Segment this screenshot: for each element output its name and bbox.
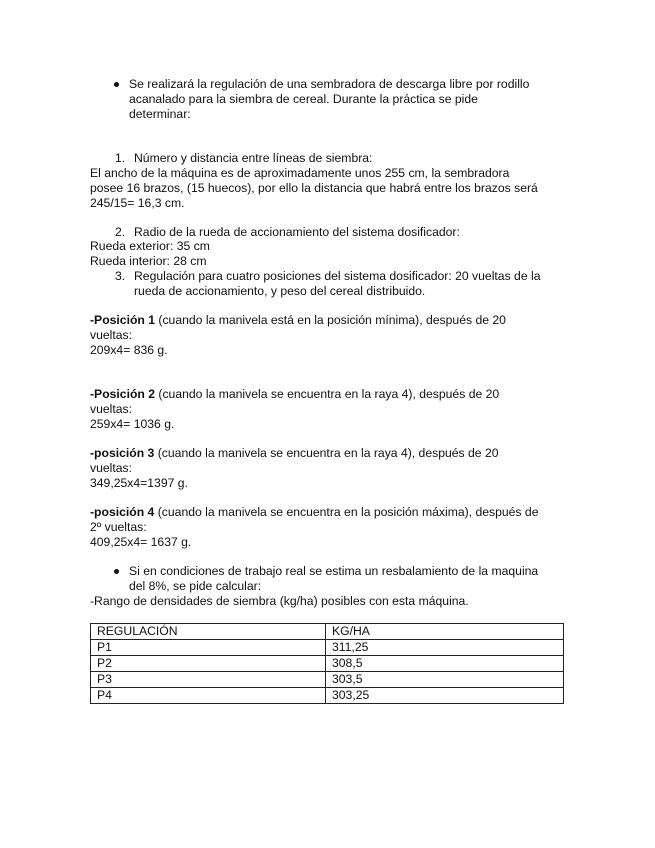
header-regulacion: REGULACIÓN — [91, 624, 326, 640]
table-cell: 308,5 — [326, 656, 564, 672]
table-header-row — [91, 624, 564, 640]
position-2-heading — [90, 387, 499, 402]
item-1-line-2: posee 16 brazos, (15 huecos), por ello la distancia que habrá entre los brazos será — [90, 181, 538, 195]
position-2-result: 259x4= 1036 g. — [90, 417, 175, 431]
position-1-label: -Posición 1 — [90, 313, 156, 327]
final-line-2: del 8%, se pide calcular: — [129, 579, 262, 593]
position-2-line-2: vueltas: — [90, 402, 133, 416]
position-2-label: -Posición 2 — [90, 387, 156, 401]
table-cell: 303,25 — [326, 688, 564, 704]
position-3-result: 349,25x4=1397 g. — [90, 476, 188, 490]
bullet-icon — [114, 569, 119, 574]
item-1-line-1: El ancho de la máquina es de aproximadamente unos 255 cm, la sembradora — [90, 166, 510, 180]
position-3-label: -posición 3 — [90, 446, 155, 460]
bullet-icon — [114, 82, 119, 87]
position-4-heading — [90, 505, 538, 520]
item-2-marker: 2. — [115, 225, 126, 239]
table-row — [91, 656, 564, 672]
position-4-result: 409,25x4= 1637 g. — [90, 535, 192, 549]
table-cell: P1 — [91, 640, 326, 656]
item-3-marker: 3. — [115, 269, 126, 283]
regulation-table — [90, 623, 564, 704]
position-3-line-2: vueltas: — [90, 461, 133, 475]
item-1-heading: Número y distancia entre líneas de siembra: — [134, 151, 373, 165]
wheel-exterior: Rueda exterior: 35 cm — [90, 239, 210, 253]
position-3-heading — [90, 446, 499, 461]
position-1-result: 209x4= 836 g. — [90, 343, 168, 357]
position-1-text: (cuando la manivela está en la posición mínima), después de 20 — [155, 313, 506, 327]
position-3-text: (cuando la manivela se encuentra en la raya 4), después de 20 — [154, 446, 499, 460]
header-kg-ha: KG/HA — [326, 624, 564, 640]
position-1-heading — [90, 313, 506, 328]
intro-line-2: acanalado para la siembra de cereal. Durante la práctica se pide — [129, 92, 478, 106]
final-line-3: -Rango de densidades de siembra (kg/ha) posibles con esta máquina. — [90, 594, 469, 608]
item-3-line-2: rueda de accionamiento, y peso del cereal distribuido. — [134, 284, 426, 298]
position-4-line-2: 2º vueltas: — [90, 520, 147, 534]
table-cell: 311,25 — [326, 640, 564, 656]
wheel-interior: Rueda interior: 28 cm — [90, 254, 207, 268]
item-1-marker: 1. — [115, 151, 126, 165]
position-4-text: (cuando la manivela se encuentra en la posición máxima), después de — [154, 505, 539, 519]
table-cell: P3 — [91, 672, 326, 688]
table-row — [91, 688, 564, 704]
table-row — [91, 640, 564, 656]
table-cell: 303,5 — [326, 672, 564, 688]
intro-line-3: determinar: — [129, 107, 191, 121]
table-row — [91, 672, 564, 688]
table-cell: P2 — [91, 656, 326, 672]
position-2-text: (cuando la manivela se encuentra en la raya 4), después de 20 — [155, 387, 500, 401]
position-4-label: -posición 4 — [90, 505, 155, 519]
table-cell: P4 — [91, 688, 326, 704]
final-line-1: Si en condiciones de trabajo real se estima un resbalamiento de la maquina — [129, 564, 539, 578]
position-1-line-2: vueltas: — [90, 328, 133, 342]
item-3-line-1: Regulación para cuatro posiciones del sistema dosificador: 20 vueltas de la — [134, 269, 541, 283]
item-1-line-3: 245/15= 16,3 cm. — [90, 196, 185, 210]
item-2-heading: Radio de la rueda de accionamiento del sistema dosificador: — [134, 225, 460, 239]
intro-line-1: Se realizará la regulación de una sembradora de descarga libre por rodillo — [129, 77, 530, 91]
